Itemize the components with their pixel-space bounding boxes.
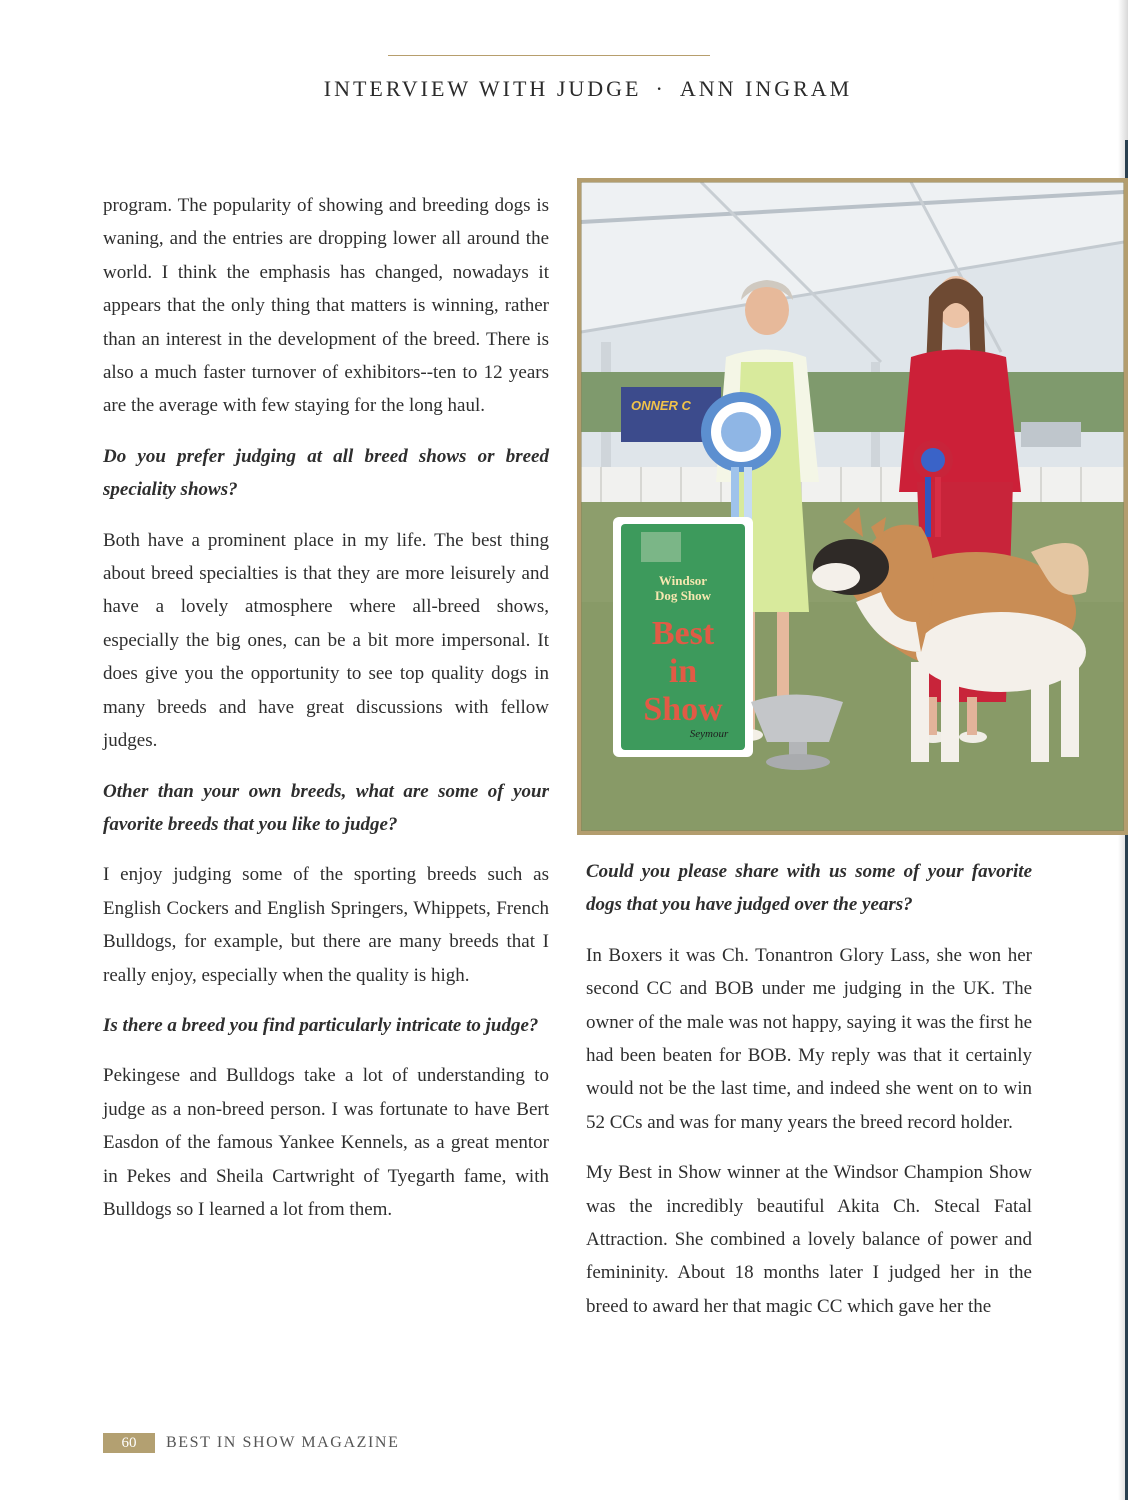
sign-in: in xyxy=(668,653,698,690)
best-in-show-photo xyxy=(577,178,1128,835)
right-column xyxy=(586,855,1032,1340)
sign-signature: Seymour xyxy=(689,728,729,740)
interview-answer: I enjoy judging some of the sporting breeds such as English Cockers and English Springers, Whippets, French Bulldogs, for example, but there are many breeds that I really enjoy, especially when the quality is high. xyxy=(103,864,549,986)
header-section: INTERVIEW WITH JUDGE xyxy=(323,76,642,101)
sign-show: Show xyxy=(643,691,723,728)
header-separator: · xyxy=(655,76,666,101)
header-rule xyxy=(388,55,710,56)
interview-answer: Both have a prominent place in my life. The best thing about breed specialties is that they are more leisurely and have a lovely atmosphere where all-breed shows, especially the big ones, can be a bit more impersonal. It does give you the opportunity to see top quality dogs in many breeds and have great discussions with fellow judges. xyxy=(103,529,549,752)
interview-answer: My Best in Show winner at the Windsor Champion Show was the incredibly beautiful Akita Ch. Stecal Fatal Attraction. She combined a lovely balance of power and femininity. About 18 months later I judged her in the breed to award her that magic CC which gave her the xyxy=(586,1162,1032,1317)
interview-question: Other than your own breeds, what are some of your favorite breeds that you like to judge? xyxy=(103,780,549,835)
interview-answer: Pekingese and Bulldogs take a lot of understanding to judge as a non-breed person. I was fortunate to have Bert Easdon of the famous Yankee Kennels, as a great mentor in Pekes and Sheila Cartwright of Tyegarth fame, with Bulldogs so I learned a lot from them. xyxy=(103,1065,549,1220)
magazine-name: BEST IN SHOW MAGAZINE xyxy=(166,1434,400,1451)
sign-dog-show: Dog Show xyxy=(655,588,711,603)
interview-question: Could you please share with us some of your favorite dogs that you have judged over the years? xyxy=(586,861,1032,916)
interview-question: Is there a breed you find particularly intricate to judge? xyxy=(103,1014,539,1036)
white-fence xyxy=(581,467,1124,507)
best-in-show-sign xyxy=(613,517,753,757)
body-paragraph: program. The popularity of showing and breeding dogs is waning, and the entries are dropping lower all around the world. I think the emphasis has changed, nowadays it appears that the only thing that matters is winning, rather than an interest in the development of the breed. There is also a much faster turnover of exhibitors--ten to 12 years are the average with few staying for the long haul. xyxy=(103,195,549,417)
castle-emblem xyxy=(641,532,681,562)
sign-best: Best xyxy=(651,615,715,652)
running-header xyxy=(0,76,1128,102)
header-name: ANN INGRAM xyxy=(679,76,853,101)
truck-lettering: ONNER C xyxy=(631,398,691,413)
background-car xyxy=(1021,422,1081,447)
page-number: 60 xyxy=(103,1433,155,1453)
left-column xyxy=(103,189,549,1243)
sign-windsor: Windsor xyxy=(658,573,708,588)
interview-question: Do you prefer judging at all breed shows or breed speciality shows? xyxy=(103,445,549,501)
interview-answer: In Boxers it was Ch. Tonantron Glory Lass, she won her second CC and BOB under me judging in the UK. The owner of the male was not happy, saying it was the first he had been beaten for BOB. My reply was that it certainly would not be the last time, and indeed she went on to win 52 CCs and was for many years the breed record holder. xyxy=(586,944,1032,1133)
